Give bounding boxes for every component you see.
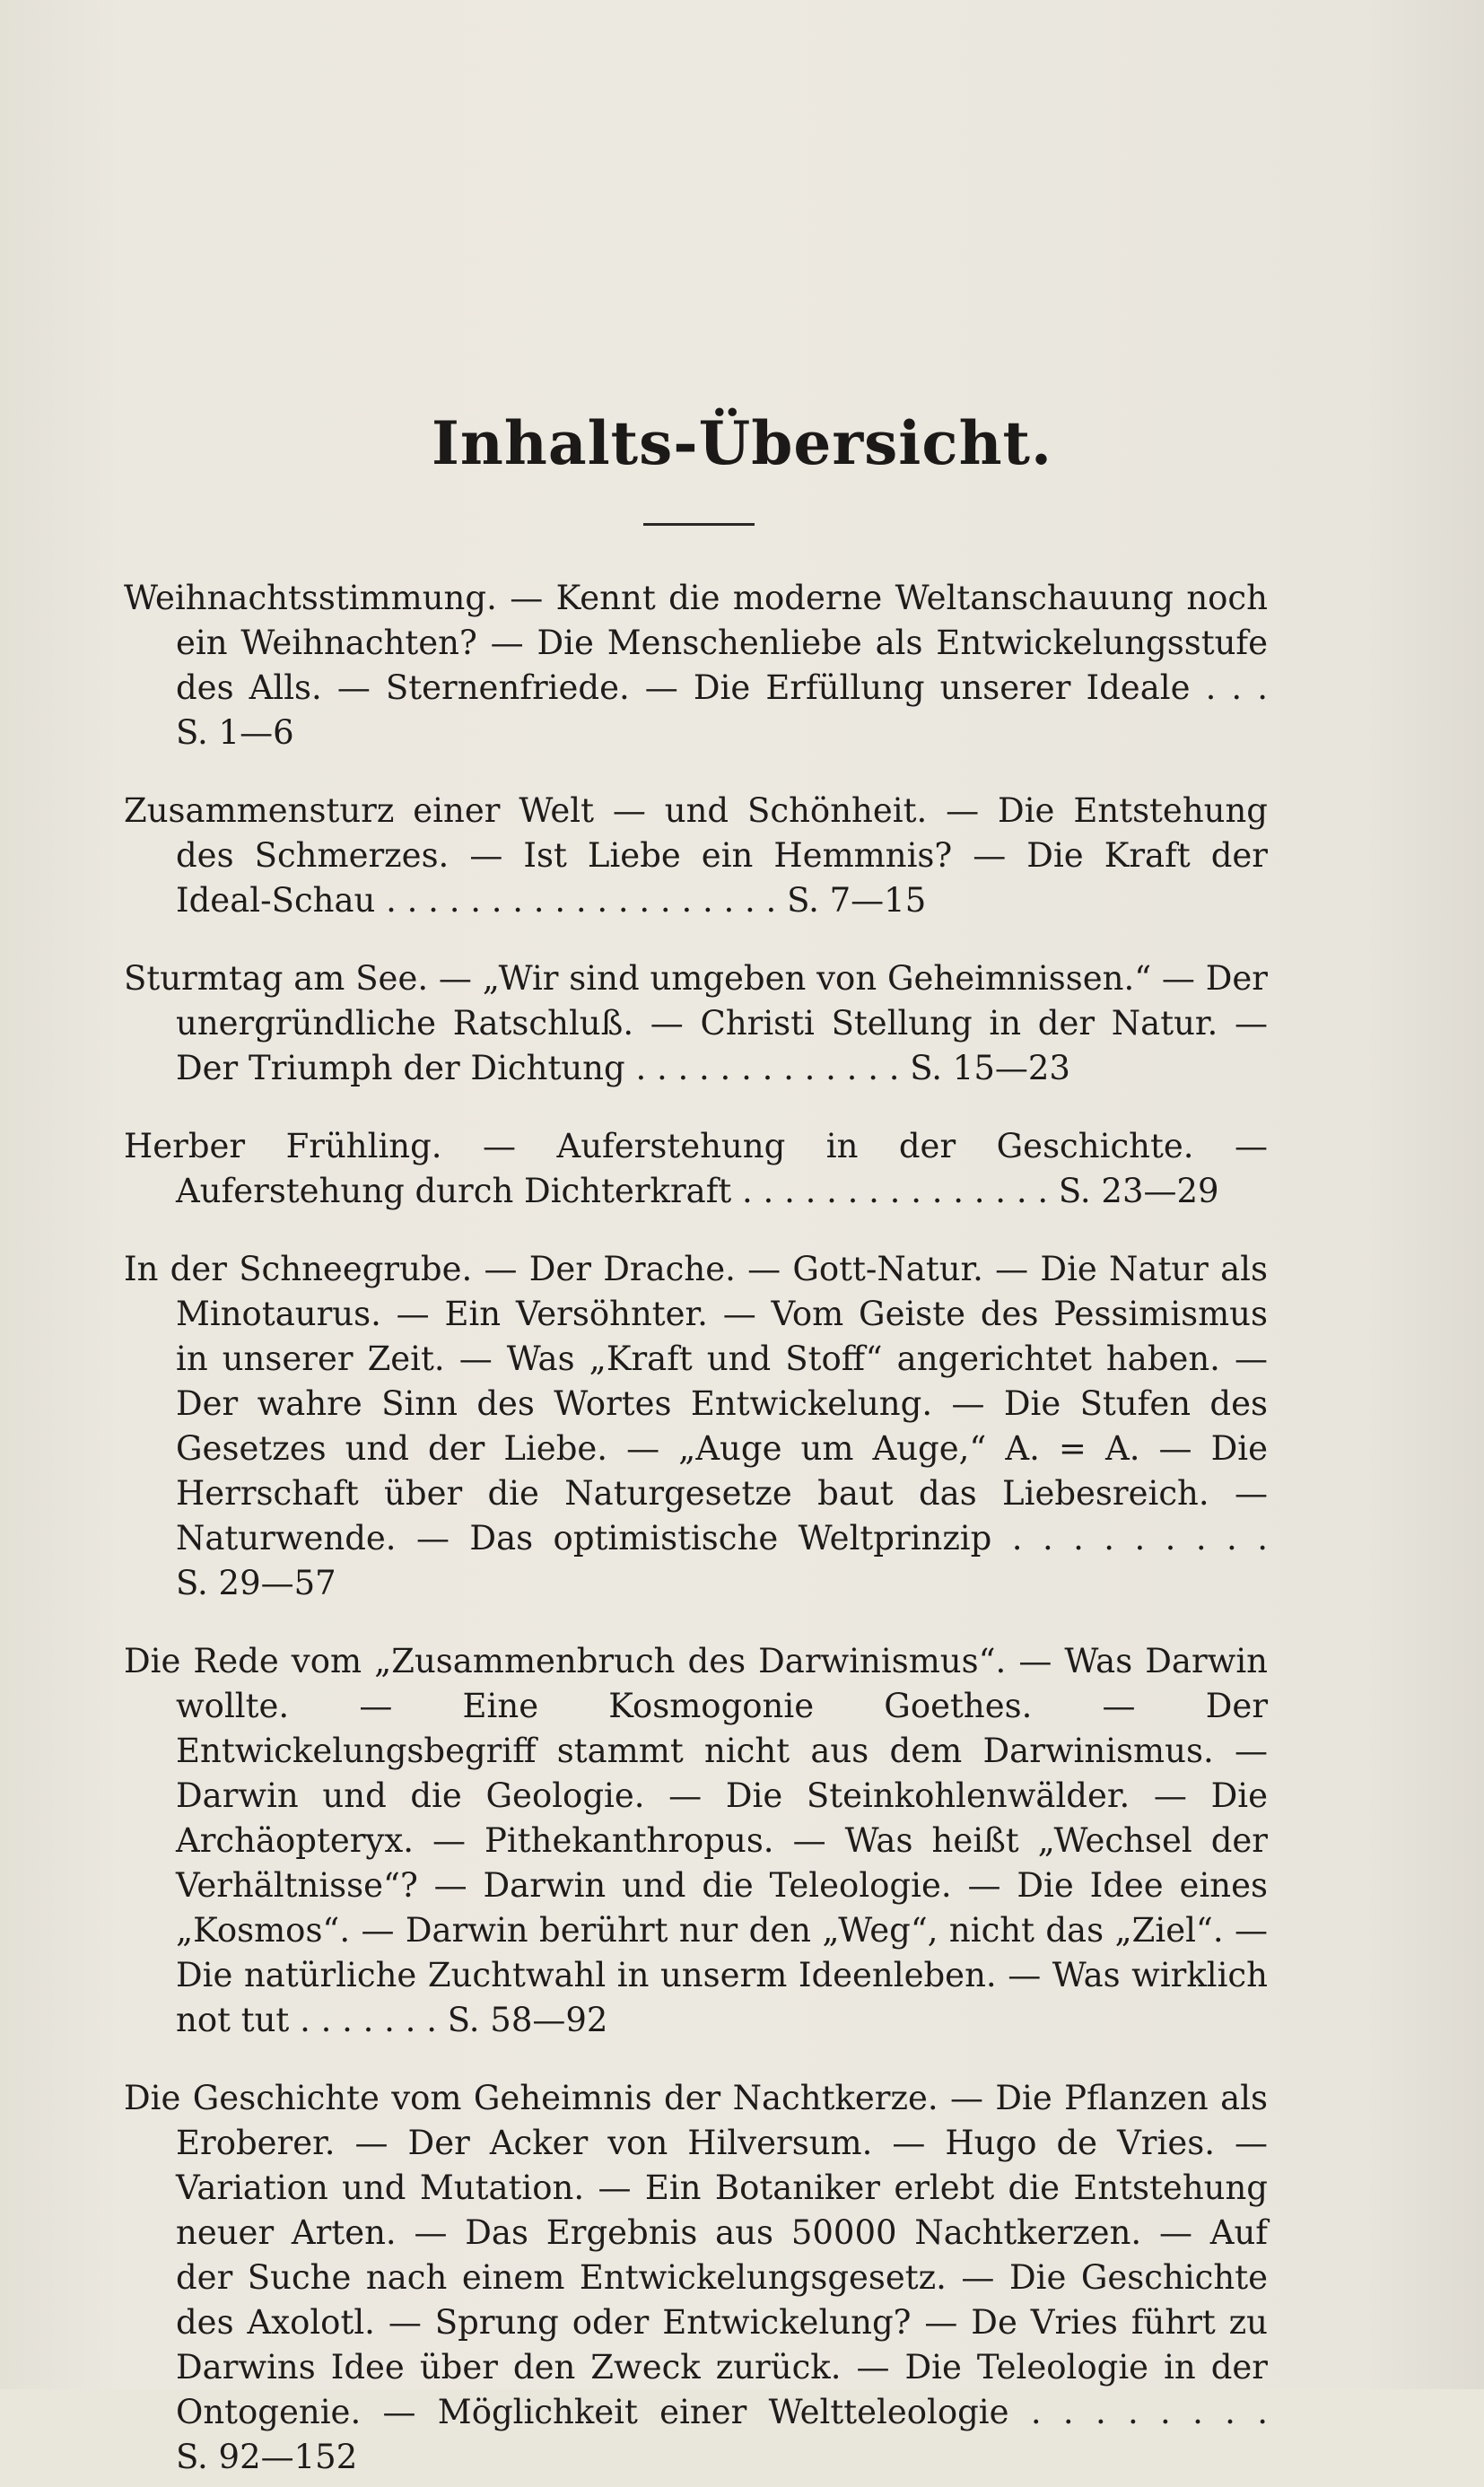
toc-entry [124,956,1268,1091]
toc-entry-text: In der Schneegrube. — Der Drache. — Gott-Natur. — Die Natur als Minotaurus. — Ein Versöhnter. — Vom Geiste des Pessimismus in unserer Zeit. — Was „Kraft und Stoff“ angerichtet haben. — Der wahre Sinn des Wortes Entwickelung. — Die Stufen des Gesetzes und der Liebe. — „Auge um Auge,“ A. = A. — Die Herrschaft über die Naturgesetze baut das Liebesreich. — Naturwende. — Das optimistische Weltprinzip . . . . . . . . . [124,1250,1268,1558]
toc-entry [124,789,1268,923]
toc-entry-text: Weihnachtsstimmung. — Kennt die moderne Weltanschauung noch ein Weihnachten? — Die Menschenliebe als Entwickelungsstufe des Alls. — Sternenfriede. — Die Erfüllung unserer Ideale . . . [124,579,1268,707]
table-of-contents [124,576,1268,2487]
title-divider [643,523,755,526]
page-title: Inhalts-Übersicht. [431,408,1053,478]
toc-entry [124,1247,1268,1606]
toc-entry-pages: S. 15—23 [910,1049,1070,1087]
toc-entry-text: Sturmtag am See. — „Wir sind umgeben von Geheimnissen.“ — Der unergründliche Ratschluß. — Christi Stellung in der Natur. — Der Triumph der Dichtung . . . . . . . . . . . . . [124,959,1268,1087]
toc-entry-pages: S. 7—15 [787,881,927,920]
toc-entry-pages: S. 23—29 [1058,1172,1219,1210]
toc-entry-text: Die Rede vom „Zusammenbruch des Darwinismus“. — Was Darwin wollte. — Eine Kosmogonie Goethes. — Der Entwickelungsbegriff stammt nicht aus dem Darwinismus. — Darwin und die Geologie. — Die Steinkohlenwälder. — Die Archäopteryx. — Pithekanthropus. — Was heißt „Wechsel der Verhältnisse“? — Darwin und die Teleologie. — Die Idee eines „Kosmos“. — Darwin berührt nur den „Weg“, nicht das „Ziel“. — Die natürliche Zuchtwahl in unserm Ideenleben. — Was wirklich not tut . . . . . . . [124,1642,1268,2039]
toc-entry [124,576,1268,755]
toc-entry [124,2076,1268,2480]
toc-entry-pages: S. 58—92 [447,2001,608,2039]
toc-entry-pages: S. 29—57 [176,1564,336,1602]
toc-entry [124,1124,1268,1214]
toc-entry-pages: S. 92—152 [176,2438,358,2476]
toc-entry-text: Die Geschichte vom Geheimnis der Nachtkerze. — Die Pflanzen als Eroberer. — Der Acker von Hilversum. — Hugo de Vries. — Variation und Mutation. — Ein Botaniker erlebt die Entstehung neuer Arten. — Das Ergebnis aus 50000 Nachtkerzen. — Auf der Suche nach einem Entwickelungsgesetz. — Die Geschichte des Axolotl. — Sprung oder Entwickelung? — De Vries führt zu Darwins Idee über den Zweck zurück. — Die Teleologie in der Ontogenie. — Möglichkeit einer Weltteleologie . . . . . . . . [124,2079,1268,2431]
toc-entry-text: Herber Frühling. — Auferstehung in der Geschichte. — Auferstehung durch Dichterkraft . . . . . . . . . . . . . . . [124,1127,1268,1210]
toc-entry-pages: S. 1—6 [176,713,294,752]
toc-entry [124,1639,1268,2043]
toc-entry-text: Zusammensturz einer Welt — und Schönheit. — Die Entstehung des Schmerzes. — Ist Liebe ein Hemmnis? — Die Kraft der Ideal-Schau . . . . . . . . . . . . . . . . . . . [124,791,1268,920]
